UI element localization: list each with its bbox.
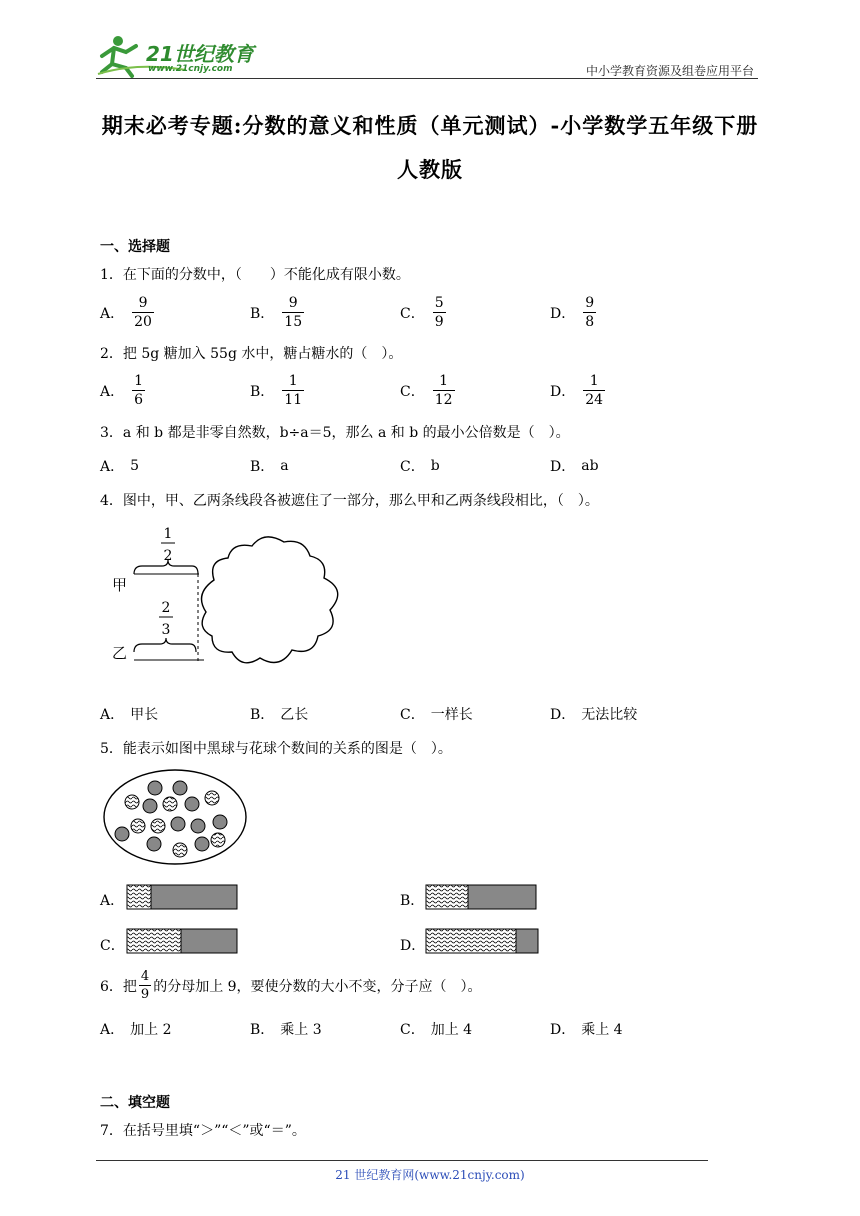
- q1-option-c[interactable]: [400, 296, 446, 329]
- q2-option-a[interactable]: [100, 374, 145, 407]
- q6-option-d[interactable]: D． 乘上 4: [550, 1022, 623, 1038]
- segments-cloud-figure: [104, 520, 354, 680]
- pattern-ball: [163, 797, 177, 811]
- fraction: $\frac{9}{8}$: [585, 295, 595, 330]
- section-heading-choice: 一、选择题: [100, 239, 170, 255]
- question-2: 2．把 5g 糖加入 55g 水中，糖占糖水的（ ）。: [100, 346, 403, 362]
- footer-divider: [96, 1160, 708, 1161]
- fraction: $\frac{1}{6}$: [134, 373, 144, 408]
- black-ball: [143, 799, 157, 813]
- q3-option-d[interactable]: D． ab: [550, 458, 599, 475]
- q3-option-c[interactable]: C． b: [400, 458, 440, 475]
- fraction: $\frac{1}{24}$: [585, 373, 604, 408]
- option-label: C．: [400, 305, 425, 322]
- q2-option-d[interactable]: [550, 374, 605, 407]
- q1-option-a[interactable]: [100, 296, 154, 329]
- option-label: D．: [550, 305, 576, 322]
- question-5: 5．能表示如图中黑球与花球个数间的关系的图是（ ）。: [100, 741, 452, 757]
- fraction: $\frac{9}{20}$: [134, 295, 152, 330]
- pattern-ball: [173, 843, 187, 857]
- q2-option-c[interactable]: [400, 374, 455, 407]
- q2-option-b[interactable]: [250, 374, 304, 407]
- black-ball: [173, 781, 187, 795]
- label-jia: 甲: [112, 576, 128, 594]
- logo-text: 21世纪教育: [146, 42, 254, 66]
- footer-link[interactable]: 21 世纪教育网(www.21cnjy.com): [335, 1168, 525, 1182]
- q3-option-a[interactable]: A． 5: [100, 458, 140, 475]
- q6-option-b[interactable]: B． 乘上 3: [250, 1022, 322, 1038]
- frac1-den: 2: [163, 548, 173, 564]
- q4-option-b[interactable]: B． 乙长: [250, 707, 309, 723]
- black-ball: [195, 837, 209, 851]
- q4-option-d[interactable]: D． 无法比较: [550, 707, 638, 723]
- question-6: 6．把 $\frac{4}{9}$ 的分母加上 9，要使分数的大小不变，分子应（ ）。: [100, 969, 482, 1002]
- fraction: $\frac{1}{12}$: [434, 373, 453, 408]
- page-title-line2: 人教版: [397, 157, 463, 182]
- brace-yi: [134, 638, 196, 652]
- option-label: C．: [400, 383, 425, 400]
- q5-option-a[interactable]: A．: [100, 893, 125, 909]
- frac2-den: 3: [161, 622, 171, 638]
- option-label: A．: [100, 383, 125, 400]
- site-logo: [96, 34, 266, 78]
- bar-option-c: [126, 928, 238, 954]
- question-7: 7．在括号里填“＞”“＜”或“＝”。: [100, 1123, 306, 1139]
- black-ball: [191, 819, 205, 833]
- option-label: B．: [250, 383, 275, 400]
- frac2-num: 2: [161, 600, 171, 616]
- black-ball: [185, 797, 199, 811]
- question-3: 3．a 和 b 都是非零自然数，b÷a＝5，那么 a 和 b 的最小公倍数是（ ）。: [100, 425, 570, 441]
- fraction: $\frac{9}{15}$: [284, 295, 303, 330]
- q5-option-d[interactable]: D．: [400, 938, 426, 954]
- cloud-cover: [202, 537, 338, 663]
- fraction: $\frac{4}{9}$: [140, 969, 150, 1002]
- q4-option-a[interactable]: A． 甲长: [100, 707, 159, 723]
- black-ball: [171, 817, 185, 831]
- q4-option-c[interactable]: C． 一样长: [400, 707, 473, 723]
- fraction: $\frac{5}{9}$: [434, 295, 444, 330]
- q5-option-b[interactable]: B．: [400, 893, 425, 909]
- option-label: D．: [550, 383, 576, 400]
- q3-option-b[interactable]: B． a: [250, 458, 289, 475]
- black-ball: [148, 781, 162, 795]
- balls-oval-figure: [102, 768, 248, 866]
- q1-option-d[interactable]: [550, 296, 596, 329]
- pattern-ball: [125, 795, 139, 809]
- pattern-ball: [131, 819, 145, 833]
- fraction: $\frac{1}{11}$: [284, 373, 303, 408]
- frac1-num: 1: [163, 526, 173, 542]
- pattern-ball: [205, 791, 219, 805]
- logo-url: www.21cnjy.com: [148, 64, 233, 74]
- option-label: B．: [250, 305, 275, 322]
- pattern-ball: [211, 833, 225, 847]
- black-ball: [115, 827, 129, 841]
- black-ball: [213, 815, 227, 829]
- q6-option-c[interactable]: C． 加上 4: [400, 1022, 473, 1038]
- q6-option-a[interactable]: A． 加上 2: [100, 1022, 172, 1038]
- header-divider: [96, 78, 758, 79]
- section-heading-fill: 二、填空题: [100, 1095, 170, 1111]
- page-title-line1: 期末必考专题:分数的意义和性质（单元测试）-小学数学五年级下册: [101, 113, 759, 138]
- bar-option-d: [425, 928, 539, 954]
- option-label: A．: [100, 305, 125, 322]
- q5-option-c[interactable]: C．: [100, 938, 125, 954]
- q1-option-b[interactable]: [250, 296, 304, 329]
- question-4: 4．图中，甲、乙两条线段各被遮住了一部分，那么甲和乙两条线段相比，（ ）。: [100, 493, 599, 509]
- label-yi: 乙: [112, 644, 128, 662]
- header-tagline: 中小学教育资源及组卷应用平台: [585, 64, 754, 78]
- pattern-ball: [151, 819, 165, 833]
- bar-option-b: [425, 884, 537, 910]
- bar-option-a: [126, 884, 238, 910]
- question-1: 1．在下面的分数中，（ ）不能化成有限小数。: [100, 267, 410, 283]
- black-ball: [147, 837, 161, 851]
